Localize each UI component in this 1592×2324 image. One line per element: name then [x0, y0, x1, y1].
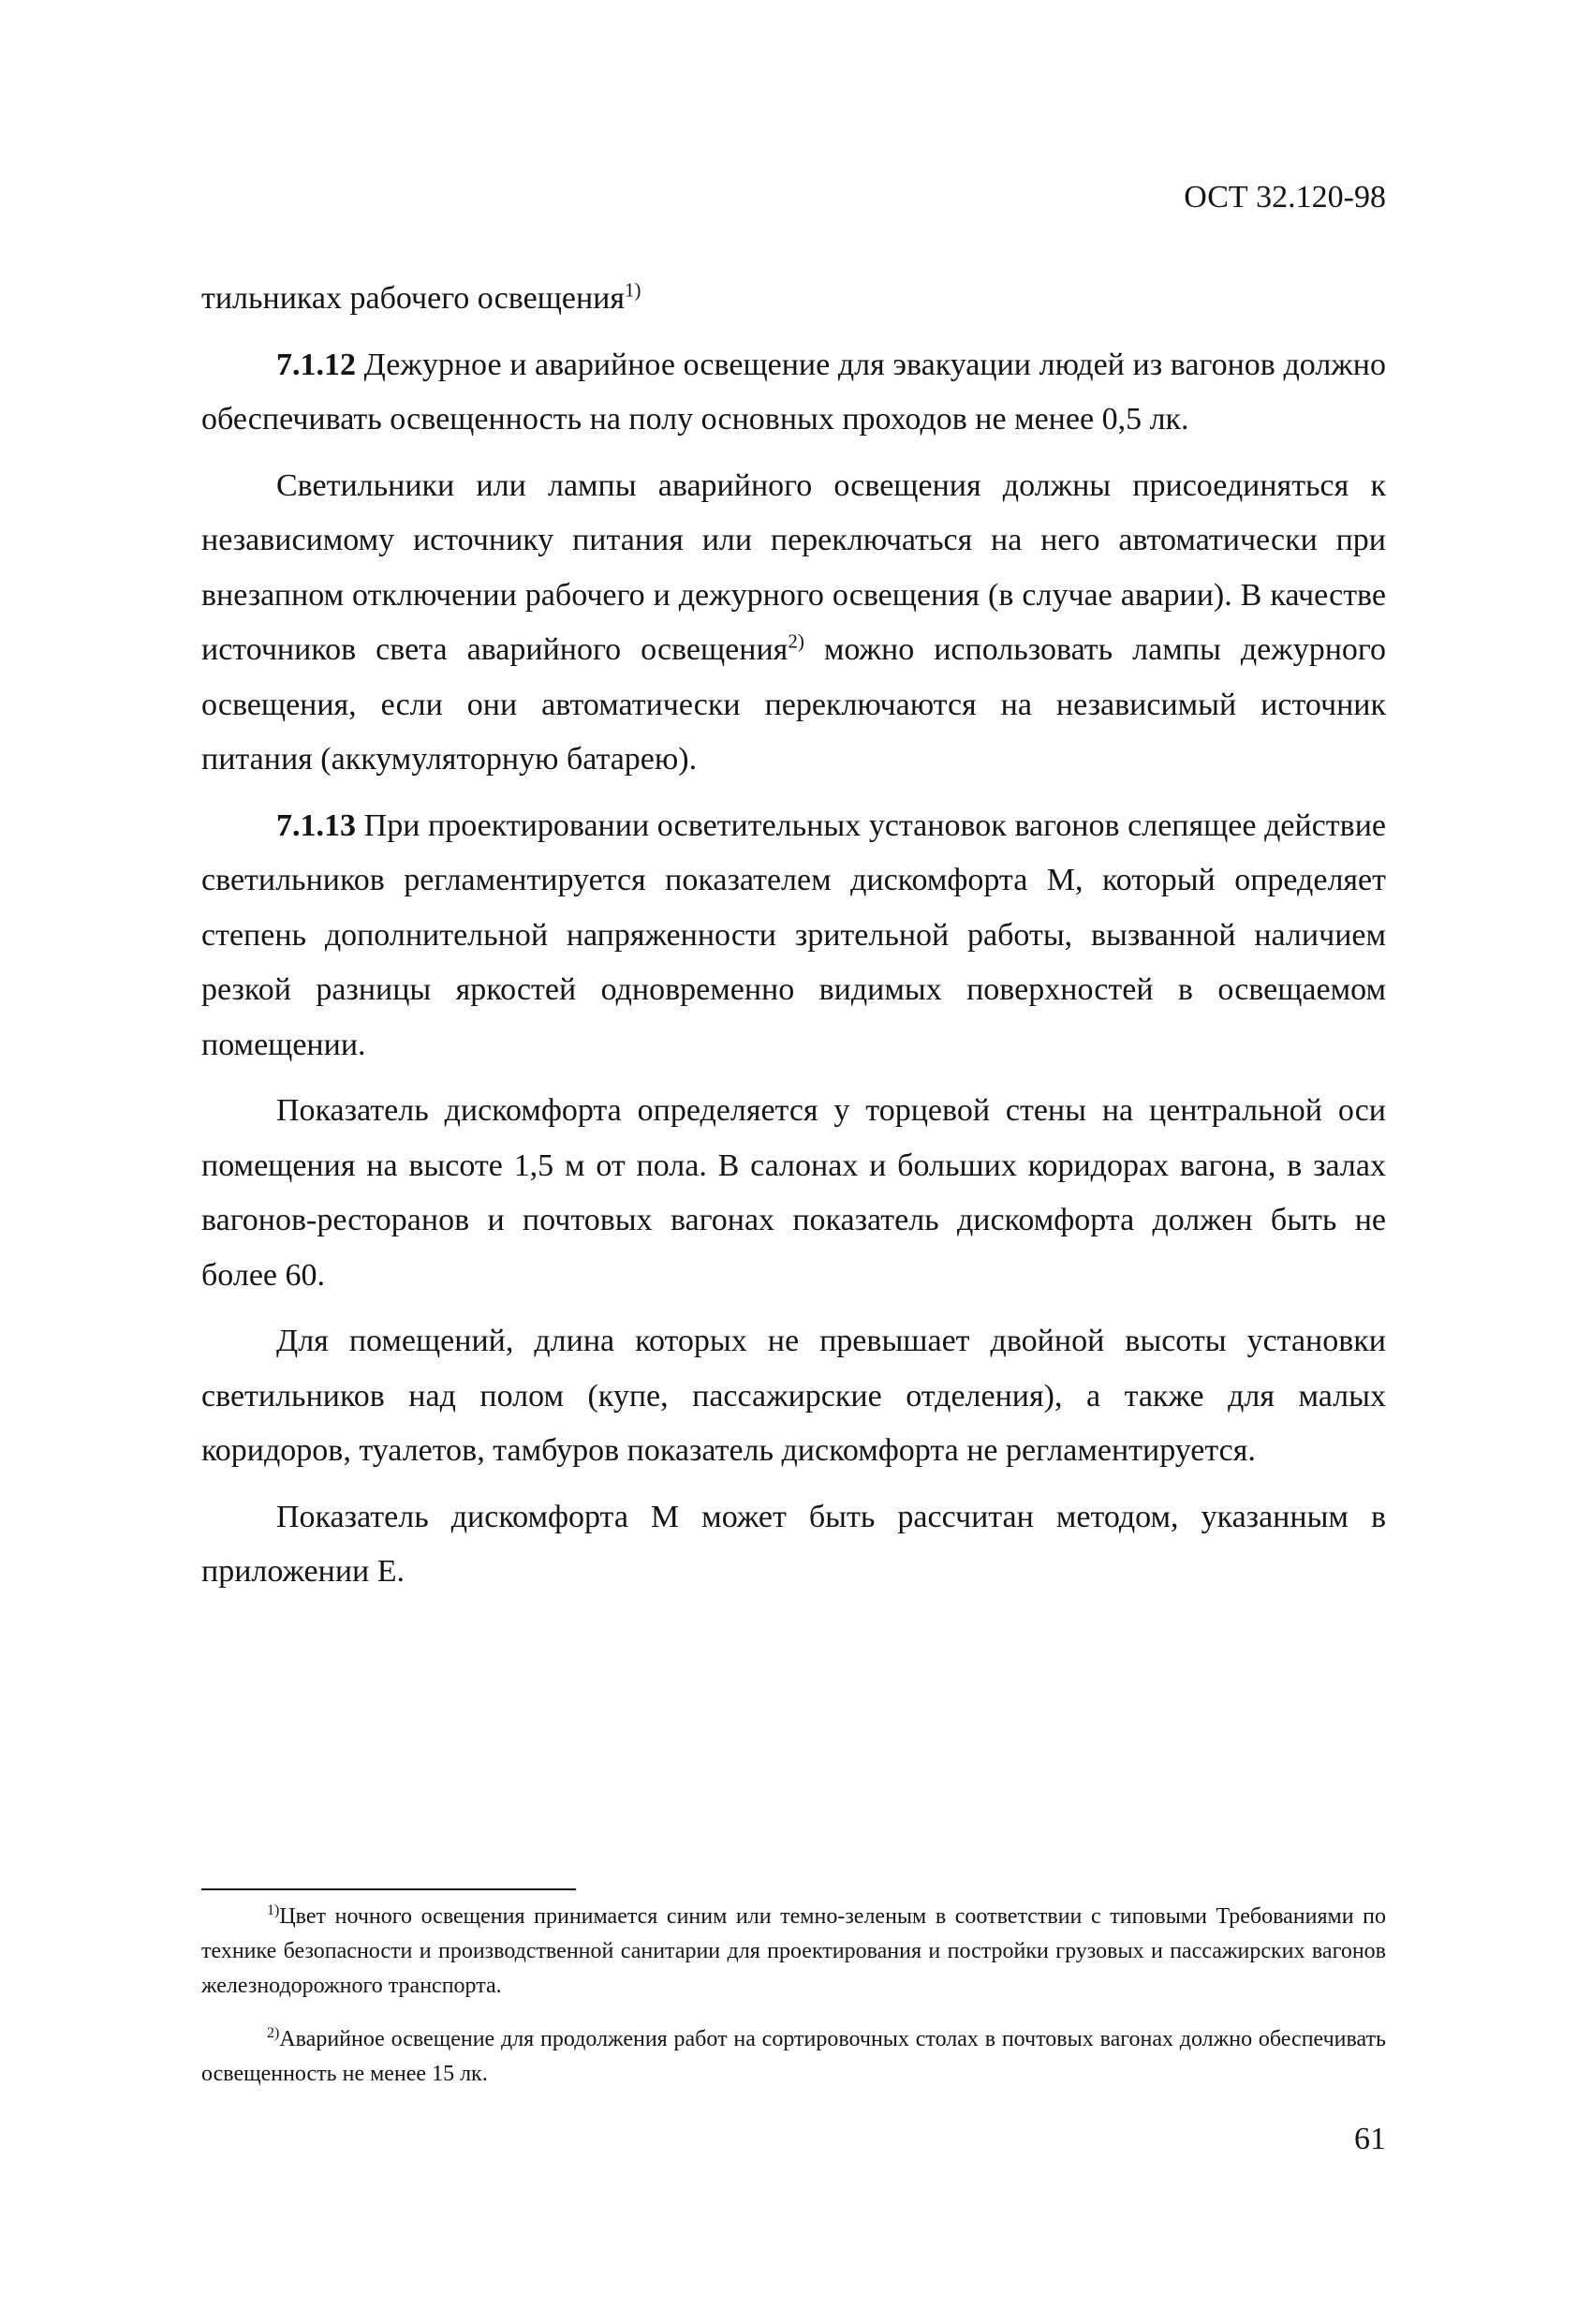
paragraph-text: Для помещений, длина которых не превышает двойной высоты установки светильников над полом (купе, пассажирские отделения), а также для малых коридоров, туалетов, тамбуров показатель дискомфорта не регламентируется.: [201, 1324, 1386, 1468]
section-number: 7.1.13: [276, 807, 356, 843]
paragraph-continuation: [201, 272, 1386, 327]
paragraph-7-1-12: [201, 338, 1386, 448]
footnote-ref-2: 2): [788, 629, 804, 653]
paragraph-emergency-lamps: [201, 459, 1386, 788]
page-number: 61: [1354, 2122, 1386, 2156]
paragraph-text-cont: можно использовать лампы дежурного освещения, если они автоматически переключаются на независимый источник питания (аккумуляторную батарею).: [201, 632, 1386, 777]
paragraph-text: При проектировании осветительных установок вагонов слепящее действие светильников регламентируется показателем дискомфорта М, который определяет степень дополнительной напряженности зрительной работы, вызванной наличием резкой разницы яркостей одновременно видимых поверхностей в освещаемом помещении.: [201, 807, 1386, 1062]
paragraph-text: Светильники или лампы аварийного освещения должны присоединяться к независимому источнику питания или переключаться на него автоматически при внезапном отключении рабочего и дежурного освещения (в случае аварии). В качестве источников света аварийного освещения: [201, 467, 1386, 667]
footnote-text: Цвет ночного освещения принимается синим или темно-зеленым в соответствии с типовыми Требованиями по технике безопасности и производственной санитарии для проектирования и постройки грузовых и пассажирских вагонов железнодорожного транспорта.: [201, 1904, 1386, 1998]
paragraph-small-rooms: [201, 1314, 1386, 1479]
section-number: 7.1.12: [276, 347, 356, 382]
footnote-mark: 2): [267, 2025, 280, 2041]
footnote-2: [201, 2022, 1386, 2092]
paragraph-text: Показатель дискомфорта определяется у торцевой стены на центральной оси помещения на высоте 1,5 м от пола. В салонах и больших коридорах вагона, в залах вагонов-ресторанов и почтовых вагонах показатель дискомфорта должен быть не более 60.: [201, 1093, 1386, 1293]
paragraph-calculation-method: [201, 1490, 1386, 1600]
paragraph-text: тильниках рабочего освещения: [201, 281, 625, 316]
paragraph-discomfort-measure: [201, 1084, 1386, 1303]
footnote-ref-1: 1): [625, 278, 641, 302]
body-text: [201, 272, 1386, 1600]
paragraph-7-1-13: [201, 799, 1386, 1073]
paragraph-text: Показатель дискомфорта М может быть рассчитан методом, указанным в приложении Е.: [201, 1499, 1386, 1589]
footnote-mark: 1): [267, 1902, 280, 1918]
footnote-divider: [201, 1888, 576, 1890]
footnote-text: Аварийное освещение для продолжения работ на сортировочных столах в почтовых вагонах должно обеспечивать освещенность не менее 15 лк.: [201, 2027, 1386, 2086]
paragraph-text: Дежурное и аварийное освещение для эвакуации людей из вагонов должно обеспечивать освещенность на полу основных проходов не менее 0,5 лк.: [201, 347, 1386, 437]
footnotes: [201, 1900, 1386, 2092]
footnote-1: [201, 1900, 1386, 2004]
document-code: ОСТ 32.120-98: [1184, 180, 1386, 215]
